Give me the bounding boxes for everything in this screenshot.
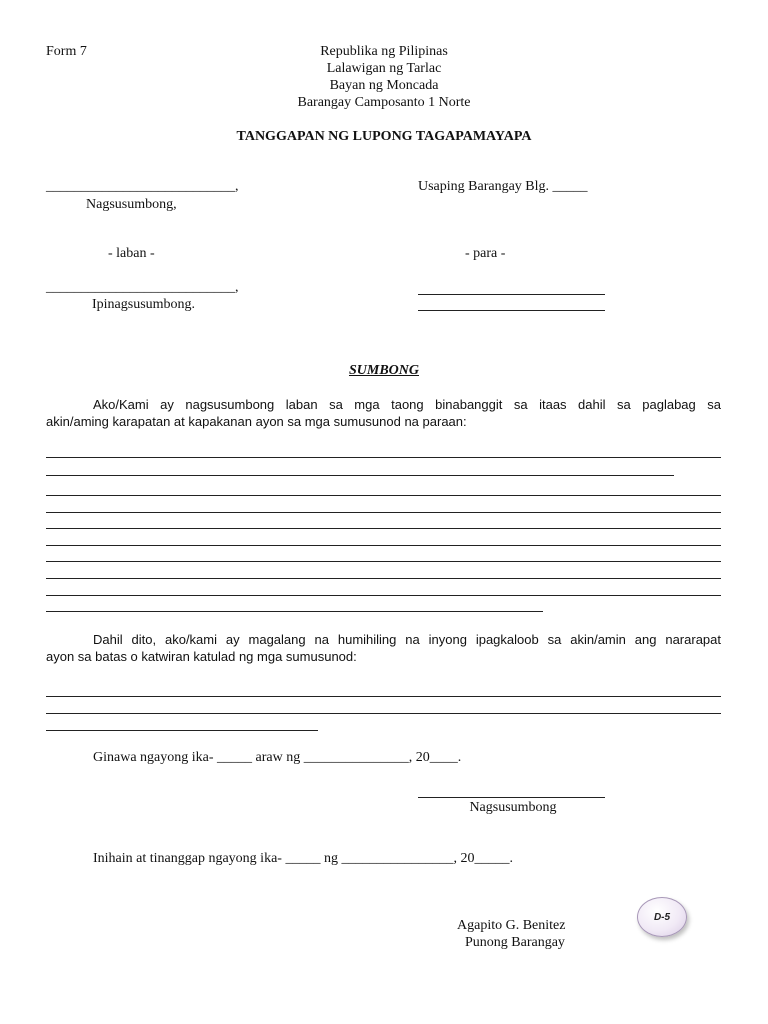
- signature-line: [418, 797, 605, 798]
- page-code-text: D-5: [653, 911, 671, 923]
- case-subject-line-2: [418, 310, 605, 311]
- case-number-label: Usaping Barangay Blg. _____: [418, 179, 588, 194]
- complainant-label: Nagsusumbong,: [86, 197, 177, 212]
- writing-line: [46, 561, 721, 562]
- writing-line: [46, 611, 543, 612]
- respondent-label: Ipinagsusumbong.: [92, 297, 196, 312]
- writing-line: [46, 457, 721, 458]
- complainant-blank: ___________________________,: [46, 179, 239, 194]
- request-paragraph-line-1: Dahil dito, ako/kami ay magalang na humihiling na inyong ipagkaloob sa akin/amin ang nararapat: [93, 632, 721, 647]
- writing-line: [46, 730, 318, 731]
- form-number: Form 7: [46, 44, 87, 59]
- writing-line: [46, 595, 721, 596]
- writing-line: [46, 528, 721, 529]
- writing-line: [46, 475, 674, 476]
- date-made-line: Ginawa ngayong ika- _____ araw ng _______________, 20____.: [93, 750, 462, 765]
- official-title: Punong Barangay: [465, 935, 565, 950]
- municipality-name: Bayan ng Moncada: [329, 78, 439, 93]
- for-label: - para -: [465, 246, 506, 261]
- versus-label: - laban -: [108, 246, 155, 261]
- writing-line: [46, 512, 721, 513]
- respondent-blank: ___________________________,: [46, 280, 239, 295]
- official-name: Agapito G. Benitez: [457, 918, 566, 933]
- complaint-title: SUMBONG: [348, 363, 419, 378]
- writing-line: [46, 495, 721, 496]
- complaint-paragraph-line-2: akin/aming karapatan at kapakanan ayon sa mga sumusunod na paraan:: [46, 414, 467, 429]
- writing-line: [46, 696, 721, 697]
- writing-line: [46, 545, 721, 546]
- barangay-name: Barangay Camposanto 1 Norte: [297, 95, 471, 110]
- province-name: Lalawigan ng Tarlac: [326, 61, 442, 76]
- page-code-badge: [637, 897, 687, 937]
- writing-line: [46, 713, 721, 714]
- request-paragraph-line-2: ayon sa batas o katwiran katulad ng mga sumusunod:: [46, 649, 357, 664]
- country-name: Republika ng Pilipinas: [320, 44, 448, 59]
- date-filed-line: Inihain at tinanggap ngayong ika- _____ ng ________________, 20_____.: [93, 851, 513, 866]
- case-subject-line-1: [418, 294, 605, 295]
- writing-line: [46, 578, 721, 579]
- signer-label: Nagsusumbong: [469, 800, 557, 815]
- complaint-paragraph-line-1: Ako/Kami ay nagsusumbong laban sa mga taong binabanggit sa itaas dahil sa paglabag sa: [93, 397, 721, 412]
- office-title: TANGGAPAN NG LUPONG TAGAPAMAYAPA: [236, 129, 532, 144]
